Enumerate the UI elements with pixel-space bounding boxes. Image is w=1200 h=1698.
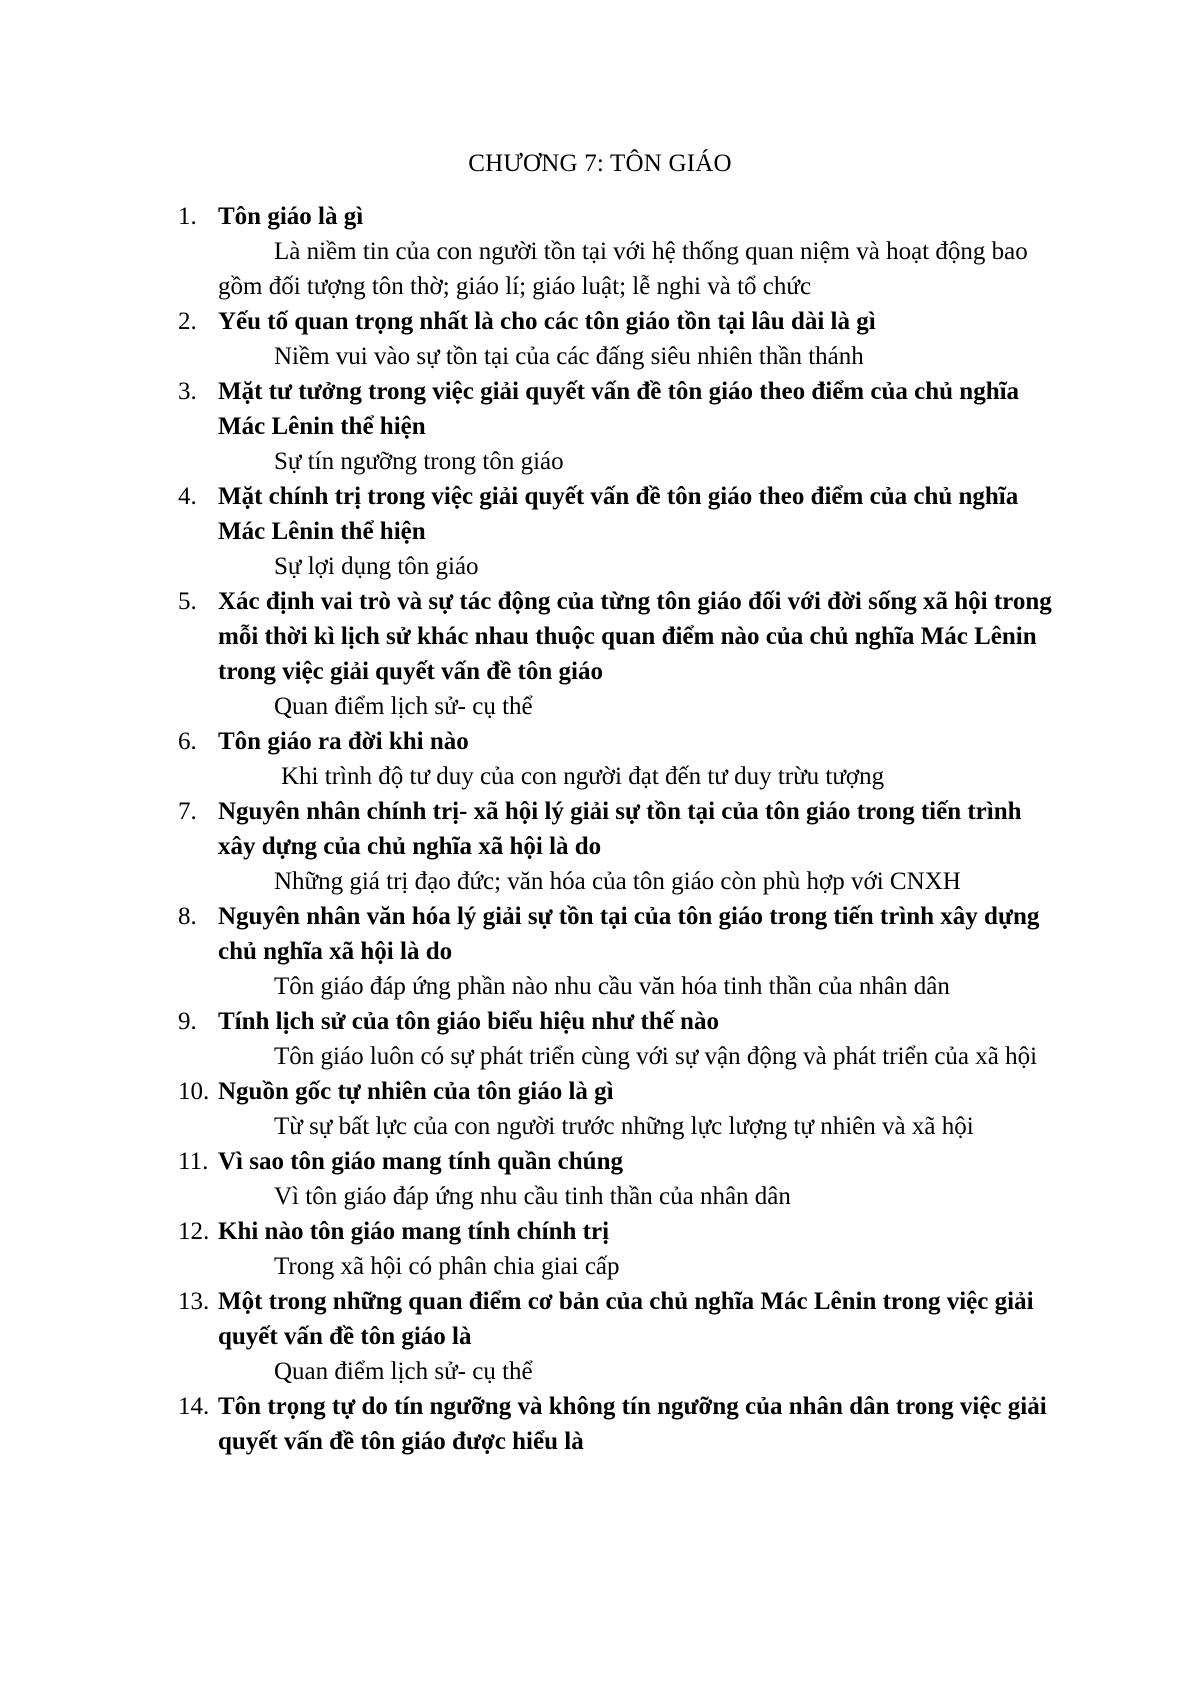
question-text: Vì sao tôn giáo mang tính quần chúng [218,1148,623,1175]
answer-text: Khi trình độ tư duy của con người đạt đến tư duy trừu tượng [281,763,885,790]
question-number: 9. [178,1008,197,1035]
question-number: 11. [178,1148,209,1175]
question-number: 12. [178,1218,210,1245]
question-text: Tôn giáo là gì [218,203,364,230]
list-item [0,1214,1200,1284]
question-number: 1. [178,203,197,230]
question-number: 10. [178,1078,210,1105]
question-text: Mặt chính trị trong việc giải quyết vấn đề tôn giáo theo điểm của chủ nghĩa Mác Lênin thể hiện [218,483,1019,545]
question-row [0,1074,1058,1109]
question-row [0,1004,1058,1039]
question-number: 4. [178,483,197,510]
question-row [0,1144,1058,1179]
question-number: 8. [178,903,197,930]
question-row [0,1284,1058,1354]
question-row [0,374,1058,444]
question-row [0,1389,1058,1459]
question-text: Một trong những quan điểm cơ bản của chủ nghĩa Mác Lênin trong việc giải quyết vấn đề tôn giáo là [218,1288,1034,1350]
list-item [0,794,1200,899]
answer-text: Niềm vui vào sự tồn tại của các đấng siêu nhiên thần thánh [274,343,864,370]
list-item [0,584,1200,724]
answer-text: Là niềm tin của con người tồn tại với hệ thống quan niệm và hoạt động bao gồm đối tượng tôn thờ; giáo lí; giáo luật; lễ nghi và tổ chức [218,238,1028,300]
list-item [0,1284,1200,1389]
question-text: Xác định vai trò và sự tác động của từng tôn giáo đối với đời sống xã hội trong mỗi thời kì lịch sử khác nhau thuộc quan điểm nào của chủ nghĩa Mác Lênin trong việc giải quyết vấn đề tôn giáo [218,588,1052,685]
answer-text: Quan điểm lịch sử- cụ thể [274,1358,533,1385]
question-text: Nguyên nhân chính trị- xã hội lý giải sự tồn tại của tôn giáo trong tiến trình xây dựng của chủ nghĩa xã hội là do [218,798,1022,860]
answer-text: Những giá trị đạo đức; văn hóa của tôn giáo còn phù hợp với CNXH [274,868,961,895]
question-row [0,479,1058,549]
answer-text: Tôn giáo đáp ứng phần nào nhu cầu văn hóa tinh thần của nhân dân [274,973,950,1000]
answer-text: Tôn giáo luôn có sự phát triển cùng với sự vận động và phát triển của xã hội [274,1043,1038,1070]
list-item [0,724,1200,794]
list-item [0,1074,1200,1144]
answer-text: Từ sự bất lực của con người trước những lực lượng tự nhiên và xã hội [274,1113,974,1140]
question-number: 13. [178,1288,210,1315]
list-item [0,1144,1200,1214]
question-row [0,304,1058,339]
answer-text: Vì tôn giáo đáp ứng nhu cầu tinh thần của nhân dân [274,1183,791,1210]
question-text: Mặt tư tưởng trong việc giải quyết vấn đề tôn giáo theo điểm của chủ nghĩa Mác Lênin thể hiện [218,378,1020,440]
list-item [0,899,1200,1004]
question-number: 7. [178,798,197,825]
question-text: Yếu tố quan trọng nhất là cho các tôn giáo tồn tại lâu dài là gì [218,308,876,335]
list-item [0,1004,1200,1074]
question-text: Khi nào tôn giáo mang tính chính trị [218,1218,610,1245]
question-number: 14. [178,1393,210,1420]
answer-text: Trong xã hội có phân chia giai cấp [274,1253,620,1280]
list-item [0,479,1200,584]
question-number: 2. [178,308,197,335]
question-number: 5. [178,588,197,615]
question-row [0,584,1058,689]
question-text: Nguyên nhân văn hóa lý giải sự tồn tại của tôn giáo trong tiến trình xây dựng chủ nghĩa xã hội là do [218,903,1040,965]
answer-text: Sự lợi dụng tôn giáo [274,553,479,580]
question-row [0,1214,1058,1249]
question-row [0,899,1058,969]
question-text: Nguồn gốc tự nhiên của tôn giáo là gì [218,1078,614,1105]
list-item [0,304,1200,374]
list-item [0,374,1200,479]
page-title: CHƯƠNG 7: TÔN GIÁO [468,150,732,177]
question-text: Tính lịch sử của tôn giáo biểu hiệu như thế nào [218,1008,719,1035]
question-row [0,199,1058,234]
answer-text: Quan điểm lịch sử- cụ thể [274,693,533,720]
question-row [0,724,1058,759]
answer-text: Sự tín ngưỡng trong tôn giáo [274,448,564,475]
question-text: Tôn giáo ra đời khi nào [218,728,469,755]
question-number: 6. [178,728,197,755]
list-item [0,1389,1200,1459]
question-list [0,199,1200,1459]
question-row [0,794,1058,864]
question-number: 3. [178,378,197,405]
question-text: Tôn trọng tự do tín ngưỡng và không tín ngưỡng của nhân dân trong việc giải quyết vấn đề tôn giáo được hiểu là [218,1393,1047,1455]
list-item [0,199,1200,304]
